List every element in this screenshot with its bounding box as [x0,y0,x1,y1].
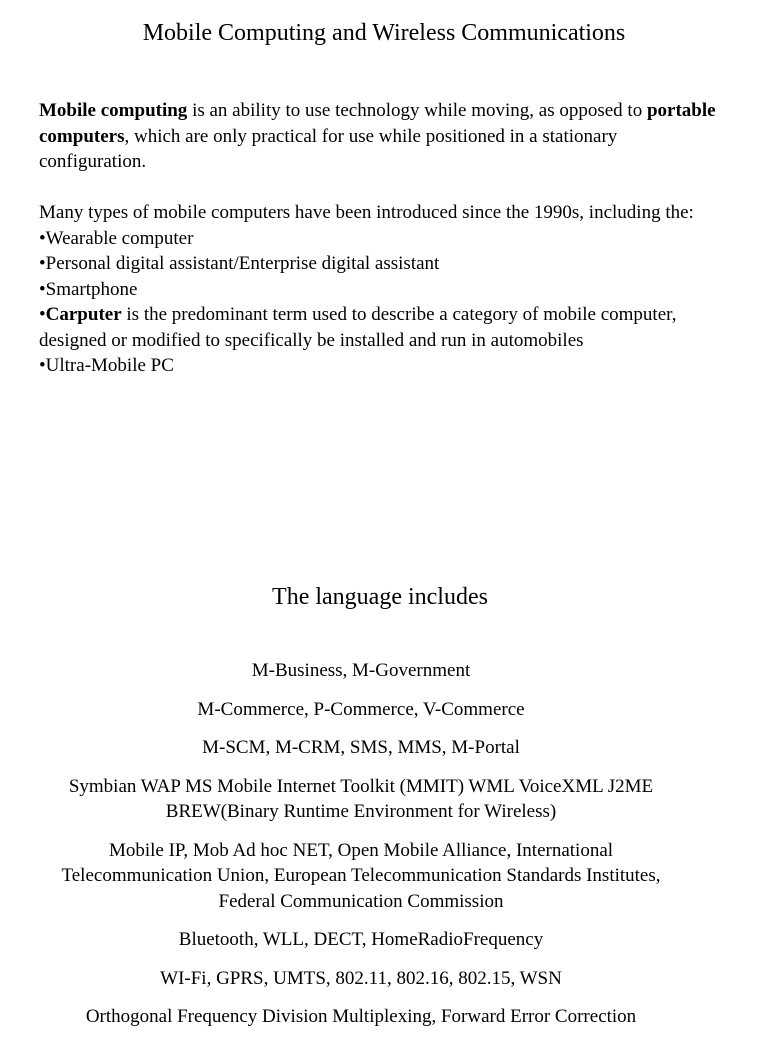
intro-term-mobile-computing: Mobile computing [39,100,188,121]
list-item-text: Ultra-Mobile PC [45,355,174,376]
list-item-text: Smartphone [45,278,138,300]
types-lead-text: Many types of mobile computers have been introduced since the 1990s, including the: [39,202,694,223]
list-item [39,251,729,277]
intro-paragraph [39,98,729,175]
list-item [39,353,729,379]
list-item-term: Carputer [45,304,122,325]
intro-text-part-2: , which are only practical for use while positioned in a stationary configuration. [39,125,618,172]
language-item: M-Business, M-Government [251,660,471,681]
bullet-glyph: • [39,355,46,376]
list-item-text: Wearable computer [45,227,194,249]
language-item: M-SCM, M-CRM, SMS, MMS, M-Portal [202,737,520,758]
list-item [39,226,729,252]
language-item: WI-Fi, GPRS, UMTS, 802.11, 802.16, 802.15, WSN [160,967,562,989]
language-item: Mobile IP, Mob Ad hoc NET, Open Mobile Alliance, International Telecommunication Union, European Telecommunication Standards Institutes, Federal Communication Commission [61,839,661,912]
mobile-computer-types [39,200,729,379]
list-item-text: is the predominant term used to describe a category of mobile computer, designed or modified to specifically be installed and run in automobiles [39,304,677,351]
list-item [39,277,729,303]
language-list [40,658,682,1043]
language-heading: The language includes [272,584,488,610]
language-item: Orthogonal Frequency Division Multiplexing, Forward Error Correction [85,1006,637,1027]
bullet-glyph: • [39,227,46,249]
intro-text-part-1: is an ability to use technology while moving, as opposed to [187,100,647,121]
language-item: Bluetooth, WLL, DECT, HomeRadioFrequency [178,929,544,950]
bullet-glyph: • [39,278,46,300]
language-item: M-Commerce, P-Commerce, V-Commerce [197,698,525,720]
bullet-glyph: • [39,304,46,325]
list-item [39,302,729,353]
intro-term-portable-computers: portable computers [39,100,716,147]
bullet-glyph: • [39,253,46,274]
language-item: Symbian WAP MS Mobile Internet Toolkit (MMIT) WML VoiceXML J2ME BREW(Binary Runtime Environment for Wireless) [68,775,654,822]
list-item-text: Personal digital assistant/Enterprise digital assistant [45,253,440,274]
page-title: Mobile Computing and Wireless Communications [142,20,626,46]
